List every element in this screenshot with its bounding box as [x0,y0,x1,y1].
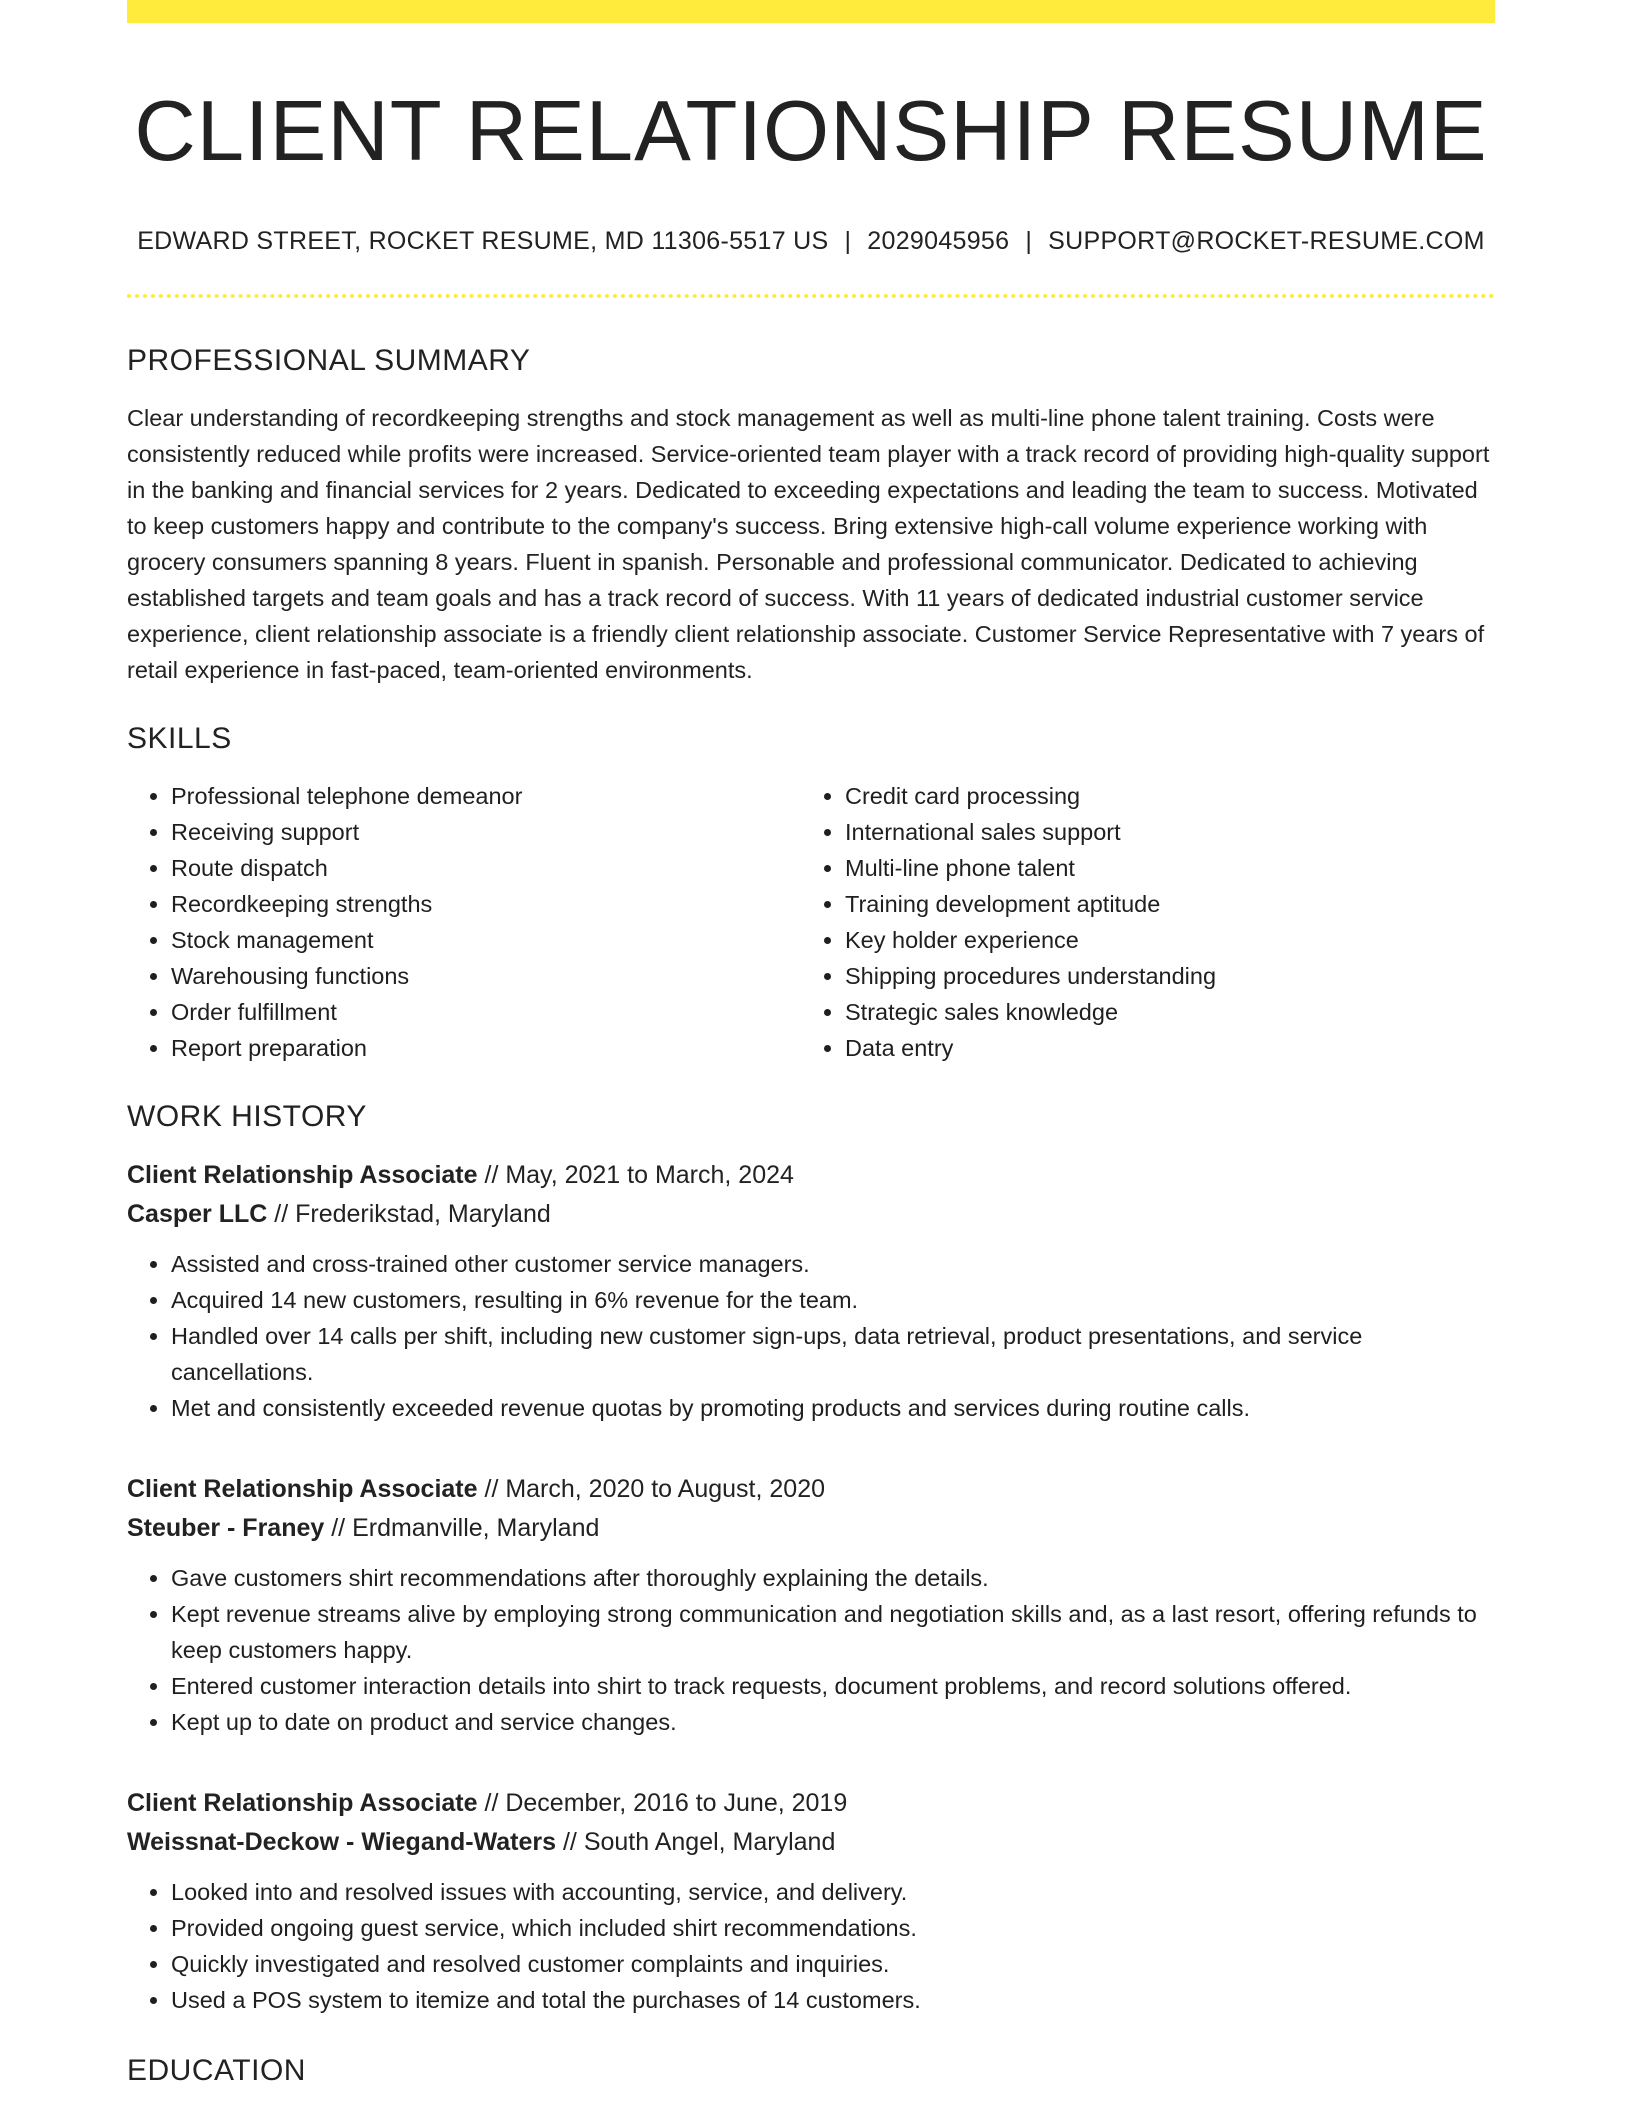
skill-item: • Stock management [171,922,801,958]
job-role: Client Relationship Associate [127,1161,478,1189]
skill-item: • Receiving support [171,814,801,850]
skill-item: • Training development aptitude [845,886,1475,922]
skill-item: • Credit card processing [845,778,1475,814]
education-heading: EDUCATION [127,2054,306,2087]
job-dates: // May, 2021 to March, 2024 [477,1161,794,1189]
skill-item: • Shipping procedures understanding [845,958,1475,994]
accent-top-bar [127,0,1495,23]
skill-item: • Warehousing functions [171,958,801,994]
job-company-line [127,1195,1495,1234]
skill-item: • International sales support [845,814,1475,850]
job-company: Casper LLC [127,1200,268,1228]
contact-address: EDWARD STREET, ROCKET RESUME, MD 11306-5517 US [137,227,829,255]
job-bullet: • Assisted and cross-trained other customer service managers. [171,1246,1495,1282]
skill-item: • Route dispatch [171,850,801,886]
skill-item: • Report preparation [171,1030,801,1066]
summary-heading: PROFESSIONAL SUMMARY [127,344,531,377]
job-bullet: • Gave customers shirt recommendations after thoroughly explaining the details. [171,1560,1495,1596]
job-bullet: • Entered customer interaction details into shirt to track requests, document problems, and record solutions offered. [171,1668,1495,1704]
job-location: // Erdmanville, Maryland [324,1514,600,1542]
skills-column-left [127,778,801,1066]
job-bullets [127,1246,1495,1426]
job-role: Client Relationship Associate [127,1789,478,1817]
job-entry [127,1470,1495,1740]
skill-item: • Data entry [845,1030,1475,1066]
job-company: Steuber - Franey [127,1514,325,1542]
job-location: // South Angel, Maryland [556,1828,836,1856]
job-bullets [127,1560,1495,1740]
contact-separator: | [1025,227,1033,255]
job-company-line [127,1509,1495,1548]
skill-item: • Recordkeeping strengths [171,886,801,922]
contact-phone: 2029045956 [867,227,1010,255]
job-entry [127,1156,1495,1426]
skill-item: • Strategic sales knowledge [845,994,1475,1030]
skill-item: • Order fulfillment [171,994,801,1030]
job-bullet: • Quickly investigated and resolved customer complaints and inquiries. [171,1946,1495,1982]
job-role-line [127,1784,1495,1823]
job-entry [127,1784,1495,2018]
job-bullet: • Kept revenue streams alive by employing strong communication and negotiation skills and, as a last resort, offering refunds to keep customers happy. [171,1596,1495,1668]
job-bullet: • Handled over 14 calls per shift, including new customer sign-ups, data retrieval, product presentations, and service cancellations. [171,1318,1495,1390]
job-bullet: • Acquired 14 new customers, resulting in 6% revenue for the team. [171,1282,1495,1318]
job-role: Client Relationship Associate [127,1475,478,1503]
job-bullet: • Used a POS system to itemize and total the purchases of 14 customers. [171,1982,1495,2018]
resume-page [127,0,1495,2088]
contact-separator: | [844,227,852,255]
job-bullet: • Met and consistently exceeded revenue quotas by promoting products and services during routine calls. [171,1390,1495,1426]
summary-text: Clear understanding of recordkeeping strengths and stock management as well as multi-line phone talent training. Costs were consistently reduced while profits were increased. Service-oriented team player with a track record of providing high-quality support in the banking and financial services for 2 years. Dedicated to exceeding expectations and leading the team to success. Motivated to keep customers happy and contribute to the company's success. Bring extensive high-call volume experience working with grocery consumers spanning 8 years. Fluent in spanish. Personable and professional communicator. Dedicated to achieving established targets and team goals and has a track record of success. With 11 years of dedicated industrial customer service experience, client relationship associate is a friendly client relationship associate. Customer Service Representative with 7 years of retail experience in fast-paced, team-oriented environments. [127,405,1490,683]
skills-heading: SKILLS [127,722,232,755]
job-dates: // December, 2016 to June, 2019 [477,1789,848,1817]
job-company-line [127,1823,1495,1862]
job-company: Weissnat-Deckow - Wiegand-Waters [127,1828,557,1856]
skill-item: • Multi-line phone talent [845,850,1475,886]
job-dates: // March, 2020 to August, 2020 [477,1475,825,1503]
skills-column-right [801,778,1475,1066]
skills-list [127,778,1495,1066]
job-bullet: • Looked into and resolved issues with accounting, service, and delivery. [171,1874,1495,1910]
contact-email: SUPPORT@ROCKET-RESUME.COM [1048,227,1485,255]
job-role-line [127,1470,1495,1509]
job-location: // Frederikstad, Maryland [267,1200,551,1228]
job-bullet: • Kept up to date on product and service changes. [171,1704,1495,1740]
job-role-line [127,1156,1495,1195]
contact-line [127,227,1495,256]
skill-item: • Key holder experience [845,922,1475,958]
resume-title: CLIENT RELATIONSHIP RESUME [134,84,1488,179]
job-bullet: • Provided ongoing guest service, which included shirt recommendations. [171,1910,1495,1946]
job-bullets [127,1874,1495,2018]
skill-item: • Professional telephone demeanor [171,778,801,814]
dotted-divider [127,294,1495,298]
work-history-heading: WORK HISTORY [127,1100,367,1133]
